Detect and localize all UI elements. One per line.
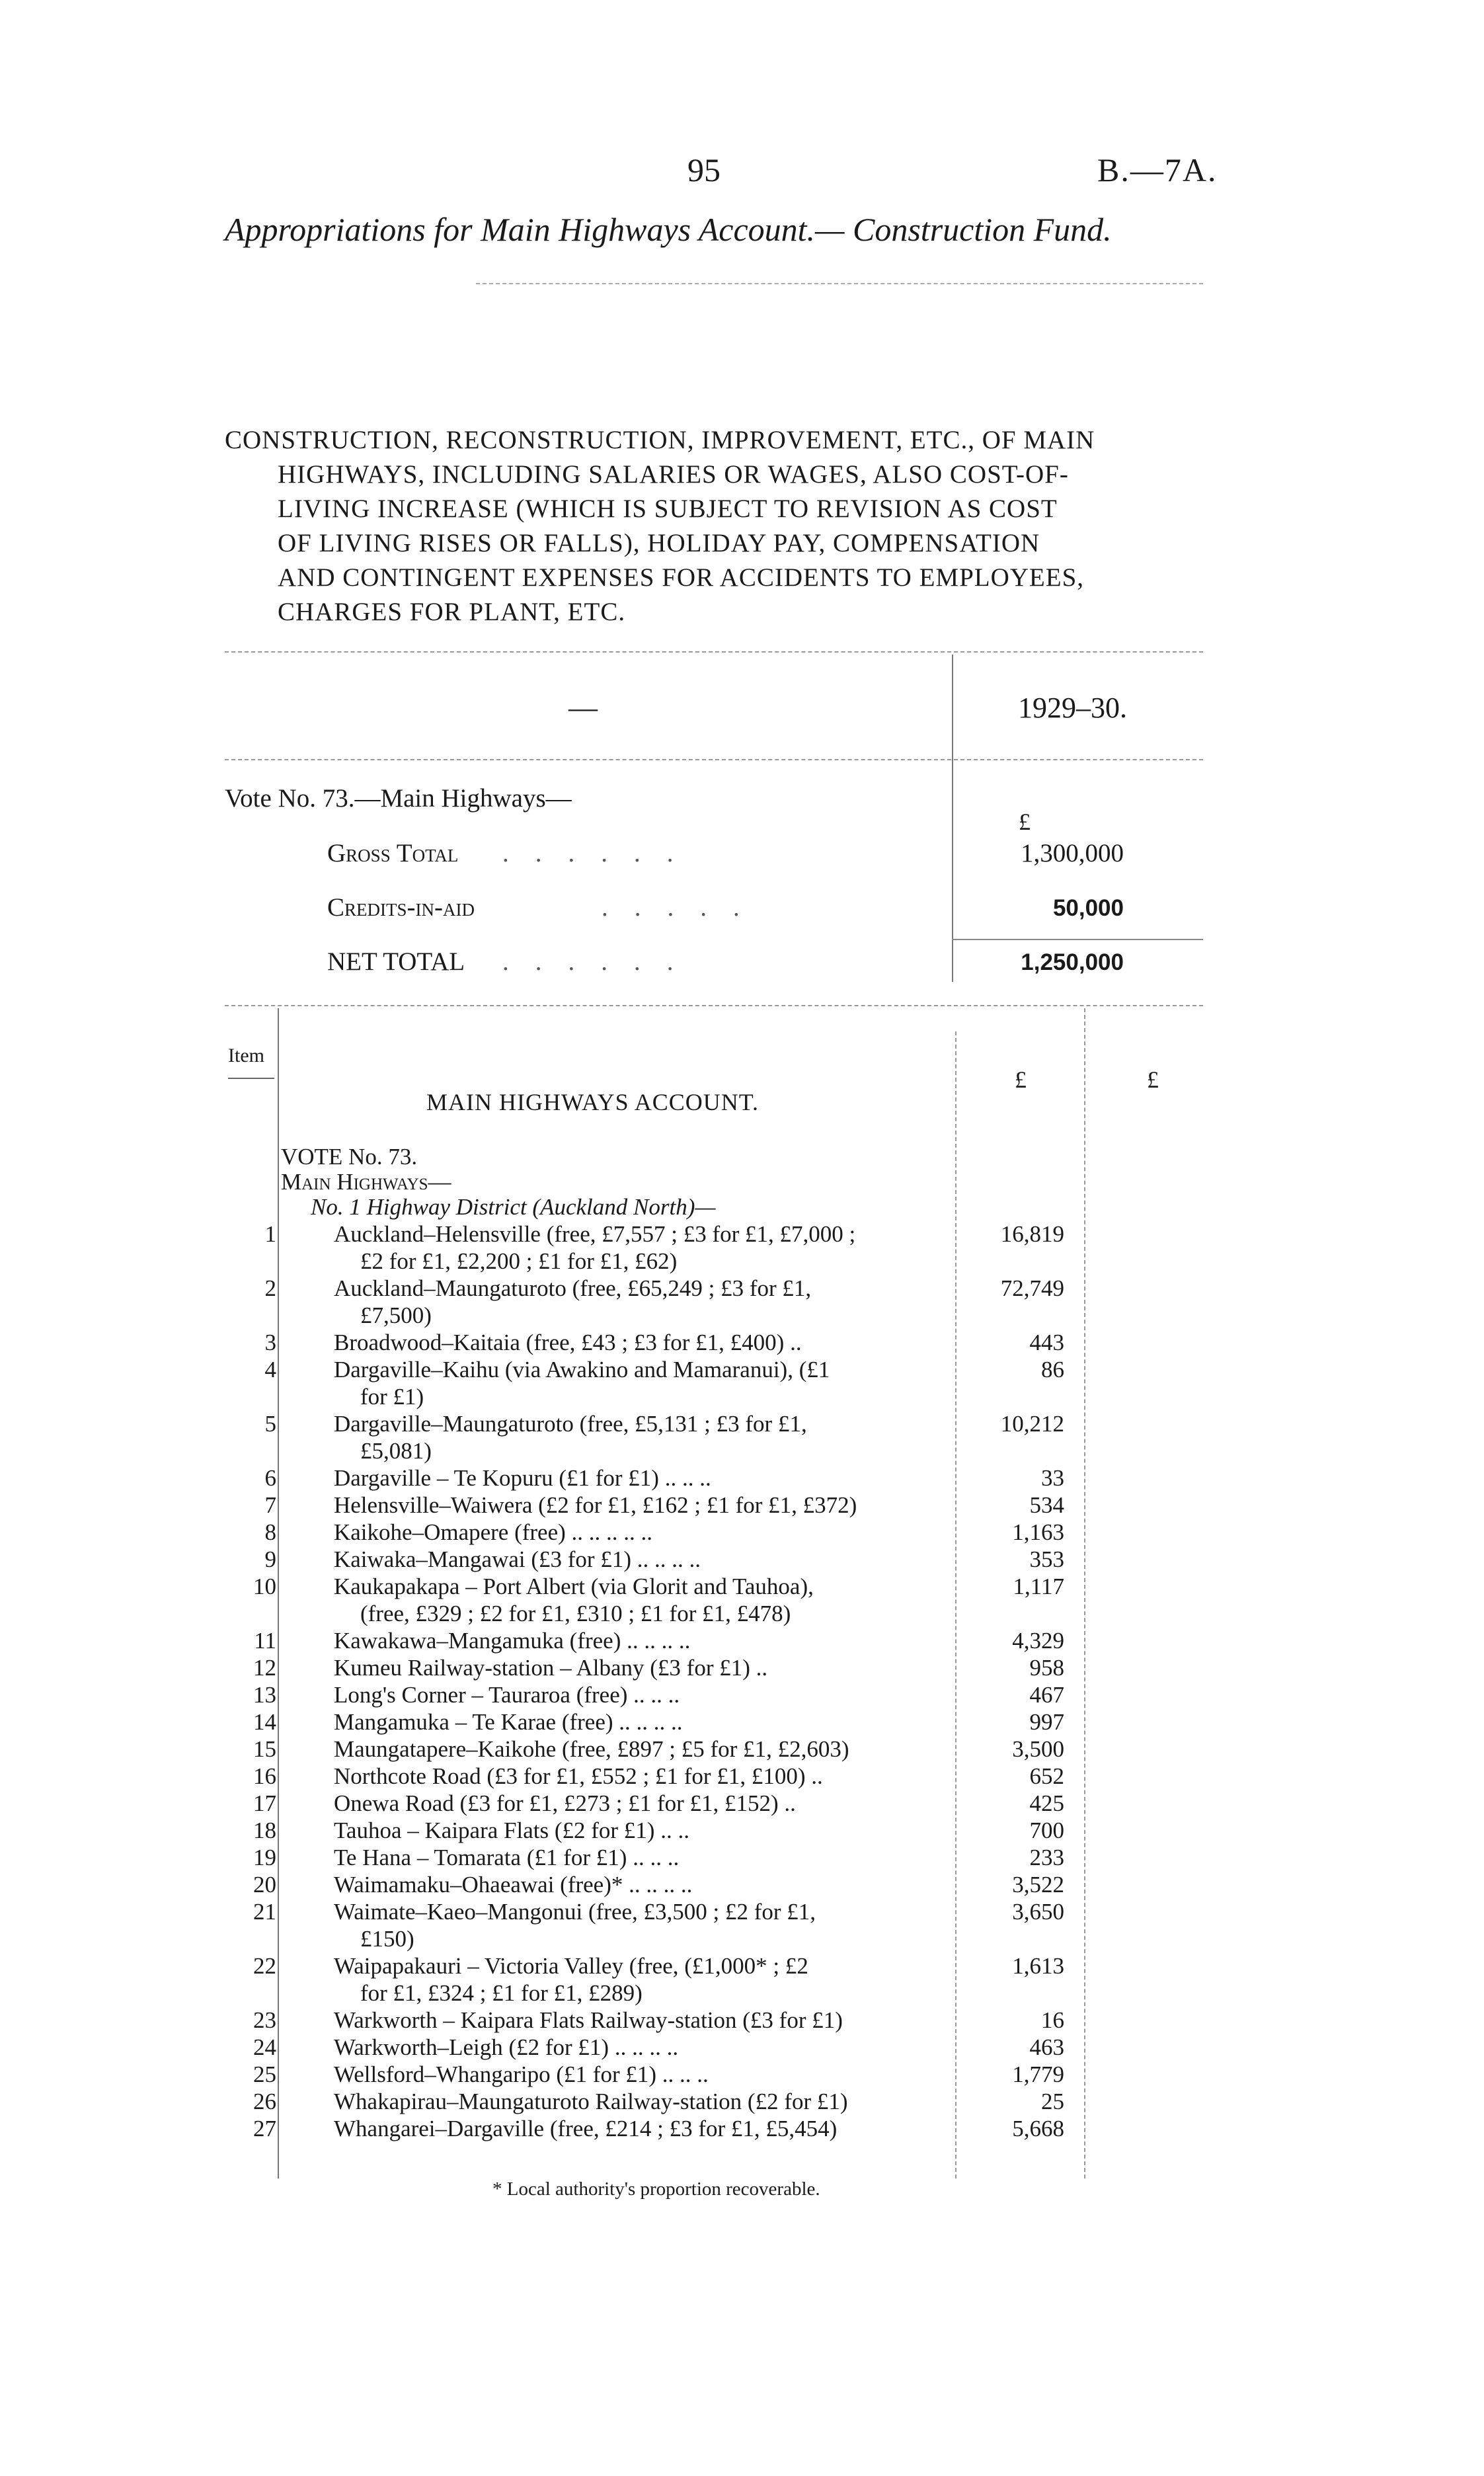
item-column-header: Item bbox=[228, 1045, 264, 1066]
vote-label: Vote No. 73.—Main Highways— bbox=[225, 784, 572, 813]
item-description: Maungatapere–Kaikohe (free, £897 ; £5 for £1, £2,603) bbox=[334, 1736, 849, 1762]
table-row bbox=[0, 1817, 1484, 1845]
item-description: Broadwood–Kaitaia (free, £43 ; £3 for £1, £400) .. bbox=[334, 1330, 802, 1355]
item-description: £7,500) bbox=[360, 1302, 432, 1328]
item-amount: 25 bbox=[1041, 2089, 1064, 2114]
item-number: 18 bbox=[253, 1817, 276, 1843]
table-row bbox=[0, 1790, 1484, 1817]
table-row bbox=[0, 1329, 1484, 1357]
item-description: for £1) bbox=[360, 1384, 424, 1410]
item-description: Kaikohe–Omapere (free) .. .. .. .. .. bbox=[334, 1519, 653, 1545]
table-row bbox=[0, 2115, 1484, 2143]
document-reference: B.—7A. bbox=[1097, 151, 1218, 188]
item-amount: 33 bbox=[1041, 1465, 1064, 1491]
item-description: Kaiwaka–Mangawai (£3 for £1) .. .. .. .. bbox=[334, 1546, 701, 1572]
item-number: 1 bbox=[264, 1221, 276, 1247]
table-row bbox=[0, 1763, 1484, 1790]
item-amount: 3,650 bbox=[1012, 1899, 1064, 1925]
item-description: Dargaville–Kaihu (via Awakino and Mamaranui), (£1 bbox=[334, 1357, 830, 1382]
item-number: 27 bbox=[253, 2116, 276, 2141]
table-row bbox=[0, 1871, 1484, 1899]
item-number: 12 bbox=[253, 1655, 276, 1681]
item-amount: 16,819 bbox=[1000, 1221, 1064, 1247]
credits-in-aid-value: 50,000 bbox=[1052, 895, 1124, 921]
table-row-continuation bbox=[0, 1437, 1484, 1465]
item-description: £150) bbox=[360, 1926, 414, 1952]
item-amount: 16 bbox=[1041, 2007, 1064, 2033]
item-number: 25 bbox=[253, 2061, 276, 2087]
table-row bbox=[0, 1844, 1484, 1872]
total-currency: £ bbox=[1147, 1066, 1159, 1093]
item-number: 20 bbox=[253, 1872, 276, 1897]
table-row bbox=[0, 1464, 1484, 1492]
table-row bbox=[0, 1736, 1484, 1763]
item-amount: 72,749 bbox=[1000, 1275, 1064, 1301]
table-row bbox=[0, 1519, 1484, 1546]
item-description: Kaukapakapa – Port Albert (via Glorit and Tauhoa), bbox=[334, 1574, 814, 1599]
item-amount: 1,779 bbox=[1012, 2061, 1064, 2087]
credits-in-aid-label: Credits-in-aid bbox=[327, 893, 475, 922]
item-description: Tauhoa – Kaipara Flats (£2 for £1) .. .. bbox=[334, 1817, 689, 1843]
item-description: Waimate–Kaeo–Mangonui (free, £3,500 ; £2 for £1, bbox=[334, 1899, 816, 1925]
item-number: 2 bbox=[264, 1275, 276, 1301]
summary-top-rule bbox=[225, 651, 1203, 653]
item-amount: 3,522 bbox=[1012, 1872, 1064, 1897]
table-row-continuation bbox=[0, 1979, 1484, 2007]
item-description: Whangarei–Dargaville (free, £214 ; £3 for £1, £5,454) bbox=[334, 2116, 838, 2141]
item-description: Whakapirau–Maungaturoto Railway-station (£2 for £1) bbox=[334, 2089, 848, 2114]
item-number: 24 bbox=[253, 2034, 276, 2060]
item-number: 13 bbox=[253, 1682, 276, 1708]
table-row-continuation bbox=[0, 1600, 1484, 1628]
item-number: 17 bbox=[253, 1790, 276, 1816]
item-amount: 3,500 bbox=[1012, 1736, 1064, 1762]
item-description: Long's Corner – Tauraroa (free) .. .. .. bbox=[334, 1682, 680, 1708]
table-row-continuation bbox=[0, 1925, 1484, 1953]
vote-number: VOTE No. 73. bbox=[281, 1144, 418, 1170]
table-row-continuation bbox=[0, 1302, 1484, 1330]
heading-line: LIVING INCREASE (WHICH IS SUBJECT TO REVISION AS COST bbox=[278, 495, 1058, 523]
item-amount: 86 bbox=[1041, 1357, 1064, 1382]
item-number: 10 bbox=[253, 1574, 276, 1599]
table-row bbox=[0, 2007, 1484, 2034]
leader-dots: ...... bbox=[502, 839, 700, 867]
table-row bbox=[0, 1898, 1484, 1926]
leader-dots: ..... bbox=[602, 893, 766, 922]
item-amount: 425 bbox=[1029, 1790, 1064, 1816]
subtotal-rule bbox=[952, 939, 1203, 940]
item-number: 9 bbox=[264, 1546, 276, 1572]
item-description: Northcote Road (£3 for £1, £552 ; £1 for £1, £100) .. bbox=[334, 1763, 823, 1789]
item-amount: 463 bbox=[1029, 2034, 1064, 2060]
item-description: Dargaville – Te Kopuru (£1 for £1) .. .. .. bbox=[334, 1465, 711, 1491]
item-description: Auckland–Maungaturoto (free, £65,249 ; £3 for £1, bbox=[334, 1275, 812, 1301]
item-amount: 534 bbox=[1029, 1492, 1064, 1518]
item-amount: 958 bbox=[1029, 1655, 1064, 1681]
page-title: Appropriations for Main Highways Account.— Construction Fund. bbox=[225, 211, 1112, 248]
item-number: 5 bbox=[264, 1411, 276, 1437]
heading-line: OF LIVING RISES OR FALLS), HOLIDAY PAY, COMPENSATION bbox=[278, 529, 1040, 557]
item-description: Waimamaku–Ohaeawai (free)* .. .. .. .. bbox=[334, 1872, 693, 1897]
item-number: 22 bbox=[253, 1953, 276, 1979]
summary-header-rule bbox=[225, 759, 1203, 760]
footnote: * Local authority's proportion recoverable. bbox=[492, 2178, 820, 2200]
table-row bbox=[0, 1573, 1484, 1601]
item-description: £5,081) bbox=[360, 1438, 432, 1464]
table-row bbox=[0, 2061, 1484, 2089]
item-description: Helensville–Waiwera (£2 for £1, £162 ; £1 for £1, £372) bbox=[334, 1492, 857, 1518]
heading-line: CONSTRUCTION, RECONSTRUCTION, IMPROVEMENT, ETC., OF MAIN bbox=[225, 426, 1095, 454]
item-amount: 1,613 bbox=[1012, 1953, 1064, 1979]
heading-line: HIGHWAYS, INCLUDING SALARIES OR WAGES, ALSO COST-OF- bbox=[278, 460, 1069, 489]
heading-line: CHARGES FOR PLANT, ETC. bbox=[278, 598, 626, 626]
summary-currency: £ bbox=[1019, 809, 1031, 835]
leader-dots: ...... bbox=[502, 947, 700, 976]
item-amount: 997 bbox=[1029, 1709, 1064, 1735]
summary-dash-header: — bbox=[568, 692, 598, 724]
item-amount: 1,163 bbox=[1012, 1519, 1064, 1545]
item-amount: 652 bbox=[1029, 1763, 1064, 1789]
section-heading bbox=[225, 423, 1216, 629]
table-row bbox=[0, 1708, 1484, 1736]
table-row bbox=[0, 1410, 1484, 1438]
item-number: 21 bbox=[253, 1899, 276, 1925]
gross-total-value: 1,300,000 bbox=[1021, 839, 1124, 867]
heading-line: AND CONTINGENT EXPENSES FOR ACCIDENTS TO EMPLOYEES, bbox=[278, 563, 1085, 592]
item-description: Warkworth–Leigh (£2 for £1) .. .. .. .. bbox=[334, 2034, 679, 2060]
table-row bbox=[0, 1546, 1484, 1574]
net-total-value: 1,250,000 bbox=[1021, 949, 1124, 975]
amount-currency: £ bbox=[1015, 1066, 1027, 1093]
item-description: Wellsford–Whangaripo (£1 for £1) .. .. .. bbox=[334, 2061, 709, 2087]
item-description: Onewa Road (£3 for £1, £273 ; £1 for £1, £152) .. bbox=[334, 1790, 796, 1816]
item-number: 3 bbox=[264, 1330, 276, 1355]
account-title: MAIN HIGHWAYS ACCOUNT. bbox=[426, 1089, 760, 1115]
item-number: 4 bbox=[264, 1357, 276, 1382]
item-description: Warkworth – Kaipara Flats Railway-station (£3 for £1) bbox=[334, 2007, 843, 2033]
item-amount: 467 bbox=[1029, 1682, 1064, 1708]
item-number: 15 bbox=[253, 1736, 276, 1762]
item-number: 6 bbox=[264, 1465, 276, 1491]
item-description: Kawakawa–Mangamuka (free) .. .. .. .. bbox=[334, 1628, 691, 1654]
item-description: Mangamuka – Te Karae (free) .. .. .. .. bbox=[334, 1709, 683, 1735]
table-row bbox=[0, 1492, 1484, 1519]
table-row-continuation bbox=[0, 1383, 1484, 1411]
page-number: 95 bbox=[687, 151, 721, 188]
summary-year-header: 1929–30. bbox=[1018, 692, 1127, 724]
gross-total-label: Gross Total bbox=[327, 839, 459, 867]
table-row bbox=[0, 2034, 1484, 2061]
item-amount: 233 bbox=[1029, 1845, 1064, 1870]
item-number: 23 bbox=[253, 2007, 276, 2033]
item-description: Dargaville–Maungaturoto (free, £5,131 ; £3 for £1, bbox=[334, 1411, 807, 1437]
table-row bbox=[0, 1220, 1484, 1248]
table-row bbox=[0, 1654, 1484, 1682]
item-number: 11 bbox=[254, 1628, 276, 1654]
item-description: Kumeu Railway-station – Albany (£3 for £1) .. bbox=[334, 1655, 768, 1681]
table-row bbox=[0, 1356, 1484, 1384]
item-number: 14 bbox=[253, 1709, 276, 1735]
item-number: 16 bbox=[253, 1763, 276, 1789]
item-number: 19 bbox=[253, 1845, 276, 1870]
table-row-continuation bbox=[0, 1248, 1484, 1275]
item-amount: 4,329 bbox=[1012, 1628, 1064, 1654]
summary-bottom-rule bbox=[225, 1005, 1203, 1006]
item-amount: 443 bbox=[1029, 1330, 1064, 1355]
table-row bbox=[0, 1627, 1484, 1655]
item-header-rule bbox=[228, 1078, 274, 1079]
item-amount: 1,117 bbox=[1013, 1574, 1064, 1599]
item-amount: 10,212 bbox=[1000, 1411, 1064, 1437]
item-amount: 700 bbox=[1029, 1817, 1064, 1843]
table-row bbox=[0, 1275, 1484, 1302]
item-amount: 353 bbox=[1029, 1546, 1064, 1572]
header-rule bbox=[476, 283, 1203, 284]
district-heading: No. 1 Highway District (Auckland North)— bbox=[311, 1194, 716, 1220]
item-description: Te Hana – Tomarata (£1 for £1) .. .. .. bbox=[334, 1845, 680, 1870]
item-description: for £1, £324 ; £1 for £1, £289) bbox=[360, 1980, 643, 2006]
item-description: Auckland–Helensville (free, £7,557 ; £3 for £1, £7,000 ; bbox=[334, 1221, 856, 1247]
item-number: 8 bbox=[264, 1519, 276, 1545]
main-highways-subhead: Main Highways— bbox=[281, 1169, 451, 1195]
item-description: Waipapakauri – Victoria Valley (free, (£1,000* ; £2 bbox=[334, 1953, 808, 1979]
table-row bbox=[0, 2088, 1484, 2116]
net-total-label: NET TOTAL bbox=[327, 947, 465, 976]
item-number: 26 bbox=[253, 2089, 276, 2114]
table-row bbox=[0, 1952, 1484, 1980]
item-description: (free, £329 ; £2 for £1, £310 ; £1 for £1, £478) bbox=[360, 1601, 791, 1626]
table-row bbox=[0, 1681, 1484, 1709]
item-description: £2 for £1, £2,200 ; £1 for £1, £62) bbox=[360, 1248, 678, 1274]
item-number: 7 bbox=[264, 1492, 276, 1518]
item-amount: 5,668 bbox=[1012, 2116, 1064, 2141]
